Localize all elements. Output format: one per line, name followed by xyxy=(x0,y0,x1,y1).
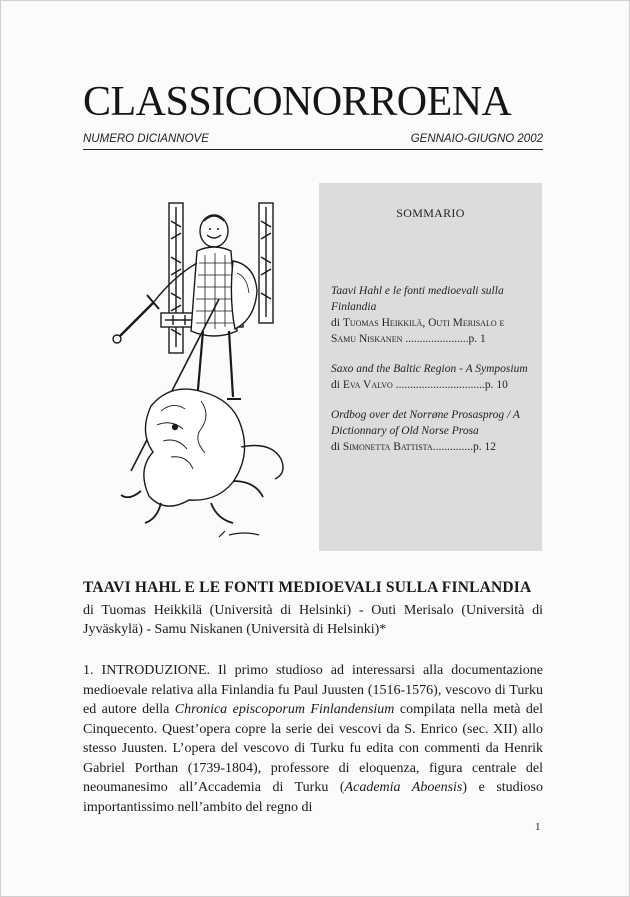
toc-entry-leader: ............................... xyxy=(392,379,485,391)
body-italic-run: Academia Aboensis xyxy=(344,780,463,795)
toc-entry-authors: Simonetta Battista xyxy=(342,441,433,453)
toc-heading: SOMMARIO xyxy=(396,206,465,220)
issue-number: NUMERO DICIANNOVE xyxy=(83,133,209,145)
toc-entry-title: Saxo and the Baltic Region - A Symposium xyxy=(331,363,528,375)
toc-entry-prefix: di xyxy=(331,441,340,453)
body-italic-run: Chronica episcoporum Finlandensium xyxy=(174,702,395,717)
table-of-contents xyxy=(319,183,542,551)
toc-entry-authors: Eva Valvo xyxy=(342,379,393,391)
journal-title: CLASSICONORROENA xyxy=(83,79,512,125)
toc-entry[interactable] xyxy=(331,407,530,455)
body-text-run: compilata nella metà del Cinquecento. Quest’opera copre la serie dei vescovi da S. Enrico (sec. XII) allo stesso Juusten. L’opera del vescovo di Turku fu edita con commenti da Henrik Gabriel Porthan (1739-1804), professore di eloquenza, figura centrale del neoumanesimo all’Accademia di Turku ( xyxy=(83,702,544,795)
toc-entry-page: p. 10 xyxy=(484,379,508,391)
woodcut-warrior-lion-icon xyxy=(101,191,301,553)
toc-entry-title: Ordbog over det Norrøne Prosasprog / A Dictionnary of Old Norse Prosa xyxy=(331,409,520,437)
article-title: TAAVI HAHL E LE FONTI MEDIOEVALI SULLA FINLANDIA xyxy=(83,579,532,596)
issue-date: GENNAIO-GIUGNO 2002 xyxy=(410,133,543,145)
masthead-rule xyxy=(83,149,543,150)
toc-entry-prefix: di xyxy=(331,317,340,329)
body-text-run: ) e studioso importantissimo nell’ambito del regno di xyxy=(83,780,543,815)
article-authors: di Tuomas Heikkilä (Università di Helsinki) - Outi Merisalo (Università di Jyväskylä) - Samu Niskanen (Università di Helsinki)* xyxy=(83,603,543,637)
toc-entry[interactable] xyxy=(331,283,530,347)
toc-entry-authors-line xyxy=(331,315,530,347)
toc-entry-leader: ...................... xyxy=(402,333,469,345)
body-text-run: 1. INTRODUZIONE. Il primo studioso ad interessarsi alla documentazione medioevale relativa alla Finlandia fu Paul Juusten (1516-1576), vescovo di Turku ed autore della xyxy=(83,663,543,717)
toc-entry[interactable] xyxy=(331,361,530,393)
toc-entry-leader: .............. xyxy=(432,441,473,453)
issue-line xyxy=(83,133,543,149)
toc-entry-page: p. 1 xyxy=(468,333,486,345)
toc-entry-authors: Tuomas Heikkilä, Outi Merisalo e Samu Niskanen xyxy=(331,317,505,345)
toc-entry-authors-line xyxy=(331,377,530,393)
toc-entry-title: Taavi Hahl e le fonti medioevali sulla Finlandia xyxy=(331,285,504,313)
toc-entry-prefix: di xyxy=(331,379,340,391)
article-body xyxy=(83,661,543,817)
page-number: 1 xyxy=(535,821,541,833)
toc-entry-authors-line xyxy=(331,439,530,455)
toc-entry-page: p. 12 xyxy=(472,441,496,453)
